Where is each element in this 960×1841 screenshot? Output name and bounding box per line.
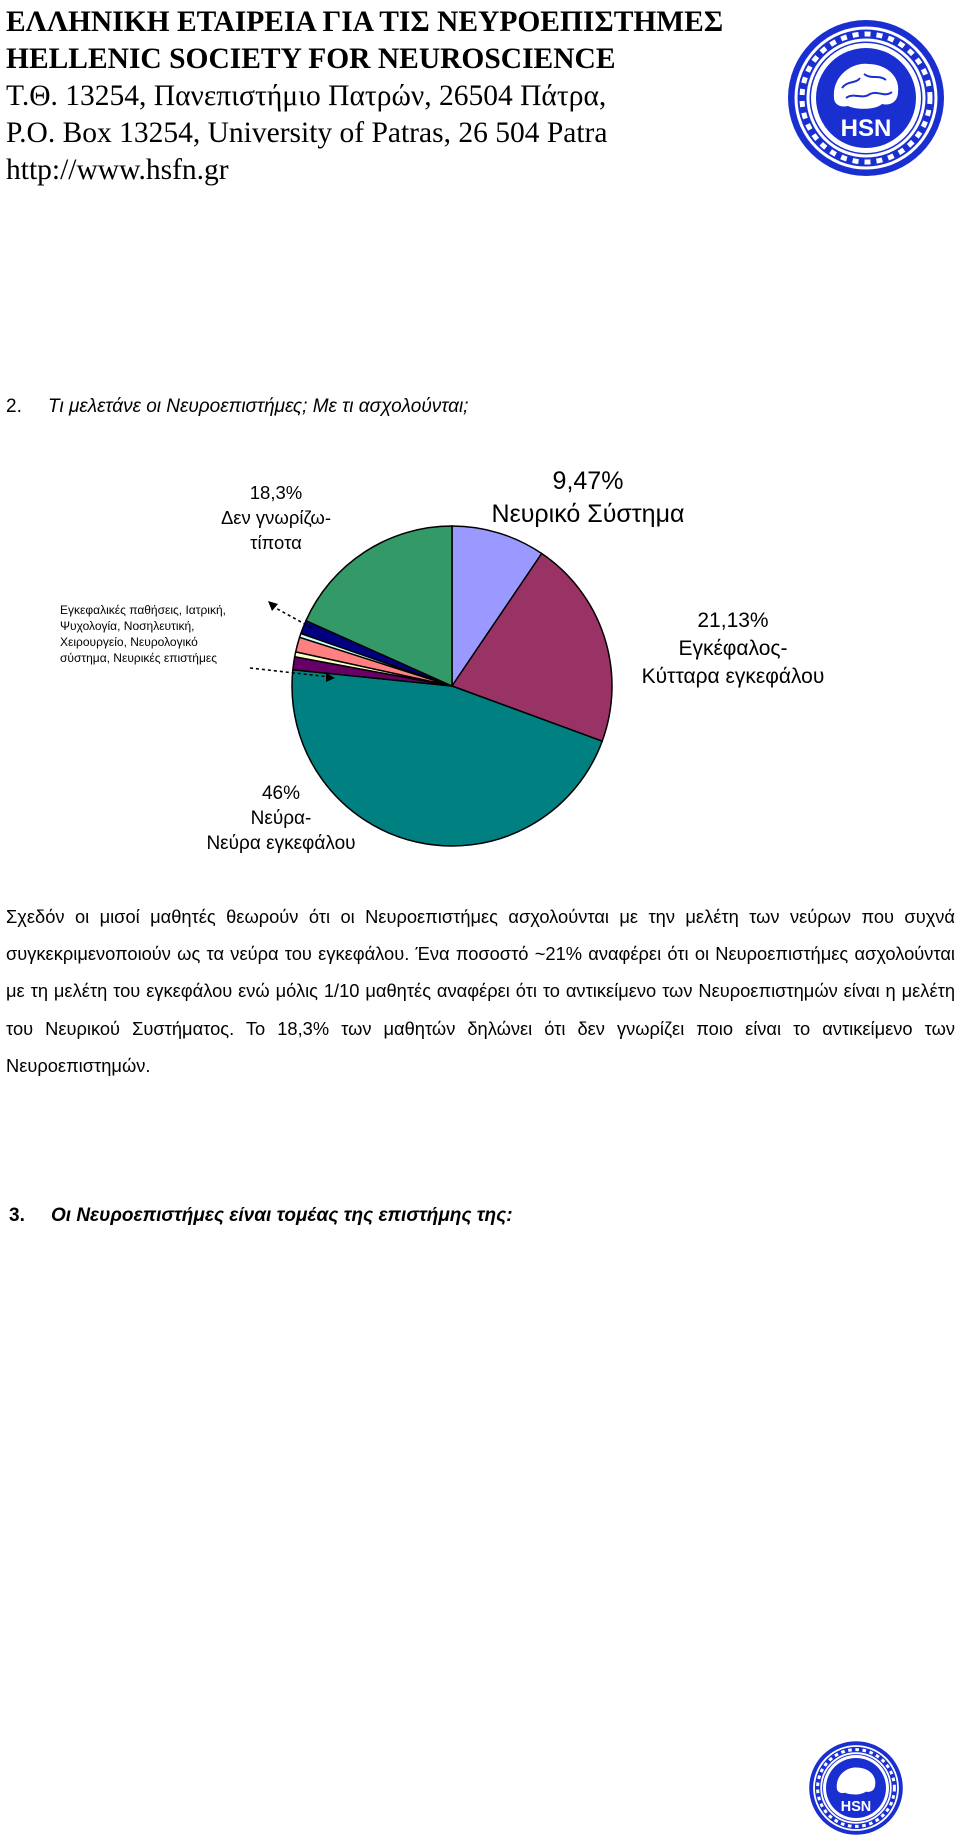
- header-website[interactable]: http://www.hsfn.gr: [6, 154, 229, 186]
- pie-slices: [292, 526, 612, 846]
- leader-line-top: [272, 606, 312, 628]
- label-brain-line1: Εγκέφαλος-: [678, 637, 788, 660]
- label-other-line2: Ψυχολογία, Νοσηλευτική,: [60, 619, 195, 633]
- header-address-english: P.O. Box 13254, University of Patras, 26 504 Patra: [6, 117, 608, 149]
- society-header: [6, 4, 766, 189]
- logo-text: HSN: [840, 115, 892, 142]
- label-nerves-pct: 46%: [261, 783, 301, 804]
- logo-footer-text: HSN: [840, 1798, 872, 1815]
- question-3: [9, 1205, 513, 1227]
- leader-arrowhead-top: [268, 601, 278, 611]
- hsn-logo-footer: [808, 1740, 904, 1836]
- header-address-greek: Τ.Θ. 13254, Πανεπιστήμιο Πατρών, 26504 Πάτρα,: [6, 80, 607, 112]
- label-nervous-line1: Νευρικό Σύστημα: [491, 500, 685, 528]
- label-unknown-pct: 18,3%: [249, 482, 303, 503]
- label-brain-pct: 21,13%: [697, 609, 769, 632]
- label-other-line4: σύστημα, Νευρικές επιστήμες: [60, 651, 218, 665]
- header-title-english: HELLENIC SOCIETY FOR NEUROSCIENCE: [6, 43, 616, 75]
- label-nervous-pct: 9,47%: [552, 467, 624, 495]
- question-2-number: 2.: [6, 396, 22, 417]
- label-nerves-line1: Νεύρα-: [250, 808, 312, 829]
- results-paragraph: Σχεδόν οι μισοί μαθητές θεωρούν ότι οι Νευροεπιστήμες ασχολούνται με την μελέτη των νεύρων που συχνά συγκεκριμενοποιούν ως τα νεύρα του εγκεφάλου. Ένα ποσοστό ~21% αναφέρει ότι οι Νευροεπιστήμες ασχολούνται με τη μελέτη του εγκεφάλου ενώ μόλις 1/10 μαθητές αναφέρει ότι το αντικείμενο των Νευροεπιστημών είναι η μελέτη του Νευρικού Συστήματος. Το 18,3% των μαθητών δηλώνει ότι δεν γνωρίζει ποιο είναι το αντικείμενο των Νευροεπιστημών.: [6, 906, 955, 1076]
- label-other-line1: Εγκεφαλικές παθήσεις, Ιατρική,: [60, 603, 226, 617]
- question-2: [6, 396, 468, 418]
- question-3-text: Οι Νευροεπιστήμες είναι τομέας της επιστήμης της:: [51, 1205, 513, 1226]
- pie-chart: [0, 440, 960, 880]
- label-other-line3: Χειρουργείο, Νευρολογικό: [60, 635, 198, 649]
- question-2-text: Τι μελετάνε οι Νευροεπιστήμες; Με τι ασχολούνται;: [48, 396, 469, 417]
- label-brain-line2: Κύτταρα εγκεφάλου: [641, 665, 825, 688]
- label-unknown-line1: Δεν γνωρίζω-: [220, 507, 332, 528]
- question-3-number: 3.: [9, 1205, 25, 1226]
- label-nerves-line2: Νεύρα εγκεφάλου: [206, 833, 356, 854]
- label-unknown-line2: τίποτα: [250, 532, 302, 553]
- hsn-logo: [786, 18, 946, 178]
- header-title-greek: ΕΛΛΗΝΙΚΗ ΕΤΑΙΡΕΙΑ ΓΙΑ ΤΙΣ ΝΕΥΡΟΕΠΙΣΤΗΜΕΣ: [6, 6, 724, 38]
